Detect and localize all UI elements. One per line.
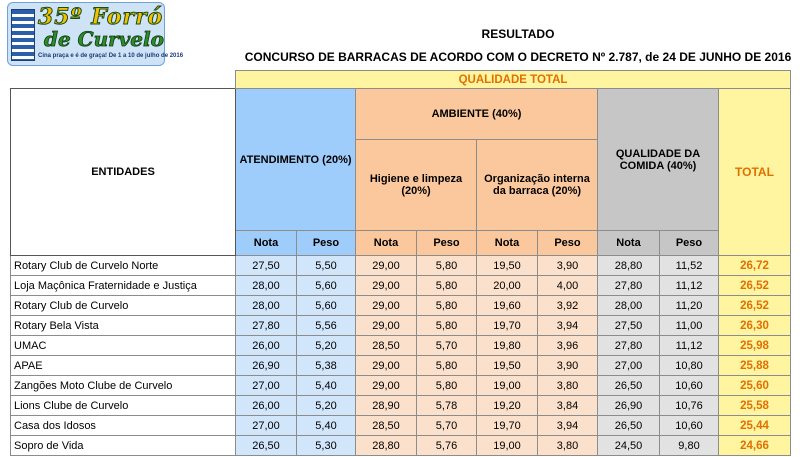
score-cell: 29,00 <box>356 256 417 276</box>
score-cell: 29,00 <box>356 316 417 336</box>
score-cell: 10,60 <box>660 416 719 436</box>
logo-line-1: 35º Forró <box>38 4 164 30</box>
total-cell: 26,72 <box>719 256 791 276</box>
total-cell: 24,66 <box>719 436 791 456</box>
score-cell: 5,50 <box>297 256 356 276</box>
score-cell: 3,90 <box>538 356 598 376</box>
table-row <box>11 396 791 416</box>
entities-header: ENTIDADES <box>11 89 236 256</box>
sub-header: Nota <box>477 231 538 256</box>
score-cell: 5,30 <box>297 436 356 456</box>
entity-name: Rotary Club de Curvelo Norte <box>11 256 236 276</box>
score-cell: 11,52 <box>660 256 719 276</box>
score-cell: 11,00 <box>660 316 719 336</box>
total-cell: 25,58 <box>719 396 791 416</box>
sub-header: Peso <box>417 231 477 256</box>
score-cell: 3,90 <box>538 256 598 276</box>
total-cell: 25,88 <box>719 356 791 376</box>
sub-header: Nota <box>236 231 297 256</box>
score-cell: 26,90 <box>236 356 297 376</box>
score-cell: 5,38 <box>297 356 356 376</box>
ambiente-header: AMBIENTE (40%) <box>356 89 598 140</box>
total-cell: 25,44 <box>719 416 791 436</box>
score-cell: 19,60 <box>477 296 538 316</box>
score-cell: 29,00 <box>356 276 417 296</box>
score-cell: 28,00 <box>236 276 297 296</box>
score-cell: 5,80 <box>417 356 477 376</box>
entity-name: APAE <box>11 356 236 376</box>
score-cell: 29,00 <box>356 356 417 376</box>
score-cell: 19,20 <box>477 396 538 416</box>
page-title: RESULTADO <box>481 27 555 41</box>
sub-header: Nota <box>356 231 417 256</box>
score-cell: 29,00 <box>356 376 417 396</box>
score-cell: 27,00 <box>236 376 297 396</box>
total-cell: 25,98 <box>719 336 791 356</box>
score-cell: 5,40 <box>297 416 356 436</box>
score-cell: 10,80 <box>660 356 719 376</box>
score-cell: 27,00 <box>236 416 297 436</box>
table-row <box>11 356 791 376</box>
score-cell: 3,94 <box>538 416 598 436</box>
table-row <box>11 316 791 336</box>
score-cell: 3,96 <box>538 336 598 356</box>
table-row <box>11 436 791 456</box>
score-cell: 5,40 <box>297 376 356 396</box>
page-subtitle: CONCURSO DE BARRACAS DE ACORDO COM O DECRETO Nº 2.787, de 24 DE JUNHO DE 2016 <box>244 50 792 64</box>
quality-total-header: QUALIDADE TOTAL <box>236 71 791 89</box>
atendimento-header: ATENDIMENTO (20%) <box>236 89 356 231</box>
score-cell: 27,80 <box>598 276 660 296</box>
category-header-row <box>11 89 791 140</box>
score-cell: 5,70 <box>417 416 477 436</box>
results-table <box>10 70 791 456</box>
score-cell: 27,50 <box>598 316 660 336</box>
score-cell: 5,80 <box>417 376 477 396</box>
score-cell: 28,00 <box>236 296 297 316</box>
score-cell: 9,80 <box>660 436 719 456</box>
score-cell: 10,60 <box>660 376 719 396</box>
score-cell: 11,20 <box>660 296 719 316</box>
score-cell: 19,00 <box>477 436 538 456</box>
score-cell: 26,00 <box>236 336 297 356</box>
score-cell: 26,50 <box>598 416 660 436</box>
table-row <box>11 296 791 316</box>
total-cell: 25,60 <box>719 376 791 396</box>
logo-tagline: Cina praça e é de graça! De 1 a 10 de julho de 2016 <box>38 53 184 59</box>
score-cell: 27,80 <box>598 336 660 356</box>
entity-name: Zangões Moto Clube de Curvelo <box>11 376 236 396</box>
score-cell: 3,94 <box>538 316 598 336</box>
score-cell: 5,60 <box>297 276 356 296</box>
score-cell: 3,92 <box>538 296 598 316</box>
score-cell: 3,80 <box>538 376 598 396</box>
table-row <box>11 416 791 436</box>
score-cell: 26,00 <box>236 396 297 416</box>
score-cell: 28,00 <box>598 296 660 316</box>
score-cell: 19,00 <box>477 376 538 396</box>
score-cell: 26,50 <box>236 436 297 456</box>
entity-name: Casa dos Idosos <box>11 416 236 436</box>
score-cell: 28,80 <box>356 436 417 456</box>
score-cell: 5,60 <box>297 296 356 316</box>
entity-name: UMAC <box>11 336 236 356</box>
table-row <box>11 376 791 396</box>
sub-header: Nota <box>598 231 660 256</box>
score-cell: 5,80 <box>417 316 477 336</box>
score-cell: 5,20 <box>297 336 356 356</box>
score-cell: 5,70 <box>417 336 477 356</box>
score-cell: 29,00 <box>356 296 417 316</box>
score-cell: 28,50 <box>356 416 417 436</box>
festival-logo <box>7 2 184 66</box>
sub-header: Peso <box>660 231 719 256</box>
blank-cell <box>11 71 236 89</box>
score-cell: 3,80 <box>538 436 598 456</box>
results-table-body <box>11 71 791 456</box>
score-cell: 5,20 <box>297 396 356 416</box>
score-cell: 26,50 <box>598 376 660 396</box>
accordion-keys-graphic <box>11 9 35 61</box>
score-cell: 19,80 <box>477 336 538 356</box>
score-cell: 19,50 <box>477 356 538 376</box>
total-cell: 26,52 <box>719 296 791 316</box>
total-cell: 26,52 <box>719 276 791 296</box>
score-cell: 11,12 <box>660 276 719 296</box>
score-cell: 5,80 <box>417 256 477 276</box>
score-cell: 19,70 <box>477 316 538 336</box>
higiene-header: Higiene e limpeza (20%) <box>356 140 477 231</box>
score-cell: 5,80 <box>417 296 477 316</box>
score-cell: 24,50 <box>598 436 660 456</box>
logo-line-2: de Curvelo <box>44 27 164 51</box>
total-header: TOTAL <box>719 89 791 256</box>
table-row <box>11 276 791 296</box>
score-cell: 27,50 <box>236 256 297 276</box>
score-cell: 5,56 <box>297 316 356 336</box>
score-cell: 20,00 <box>477 276 538 296</box>
score-cell: 4,00 <box>538 276 598 296</box>
score-cell: 10,76 <box>660 396 719 416</box>
score-cell: 19,50 <box>477 256 538 276</box>
entity-name: Rotary Bela Vista <box>11 316 236 336</box>
group-header-row <box>11 71 791 89</box>
total-cell: 26,30 <box>719 316 791 336</box>
score-cell: 5,78 <box>417 396 477 416</box>
entity-name: Lions Clube de Curvelo <box>11 396 236 416</box>
score-cell: 5,80 <box>417 276 477 296</box>
table-row <box>11 336 791 356</box>
entity-name: Loja Maçônica Fraternidade e Justiça <box>11 276 236 296</box>
entity-name: Sopro de Vida <box>11 436 236 456</box>
score-cell: 27,00 <box>598 356 660 376</box>
table-row <box>11 256 791 276</box>
entity-name: Rotary Club de Curvelo <box>11 296 236 316</box>
score-cell: 28,90 <box>356 396 417 416</box>
score-cell: 27,80 <box>236 316 297 336</box>
sub-header: Peso <box>297 231 356 256</box>
score-cell: 28,50 <box>356 336 417 356</box>
score-cell: 11,12 <box>660 336 719 356</box>
score-cell: 28,80 <box>598 256 660 276</box>
score-cell: 19,70 <box>477 416 538 436</box>
score-cell: 5,76 <box>417 436 477 456</box>
organizacao-header: Organização interna da barraca (20%) <box>477 140 598 231</box>
comida-header: QUALIDADE DA COMIDA (40%) <box>598 89 719 231</box>
score-cell: 26,90 <box>598 396 660 416</box>
sub-header: Peso <box>538 231 598 256</box>
score-cell: 3,84 <box>538 396 598 416</box>
